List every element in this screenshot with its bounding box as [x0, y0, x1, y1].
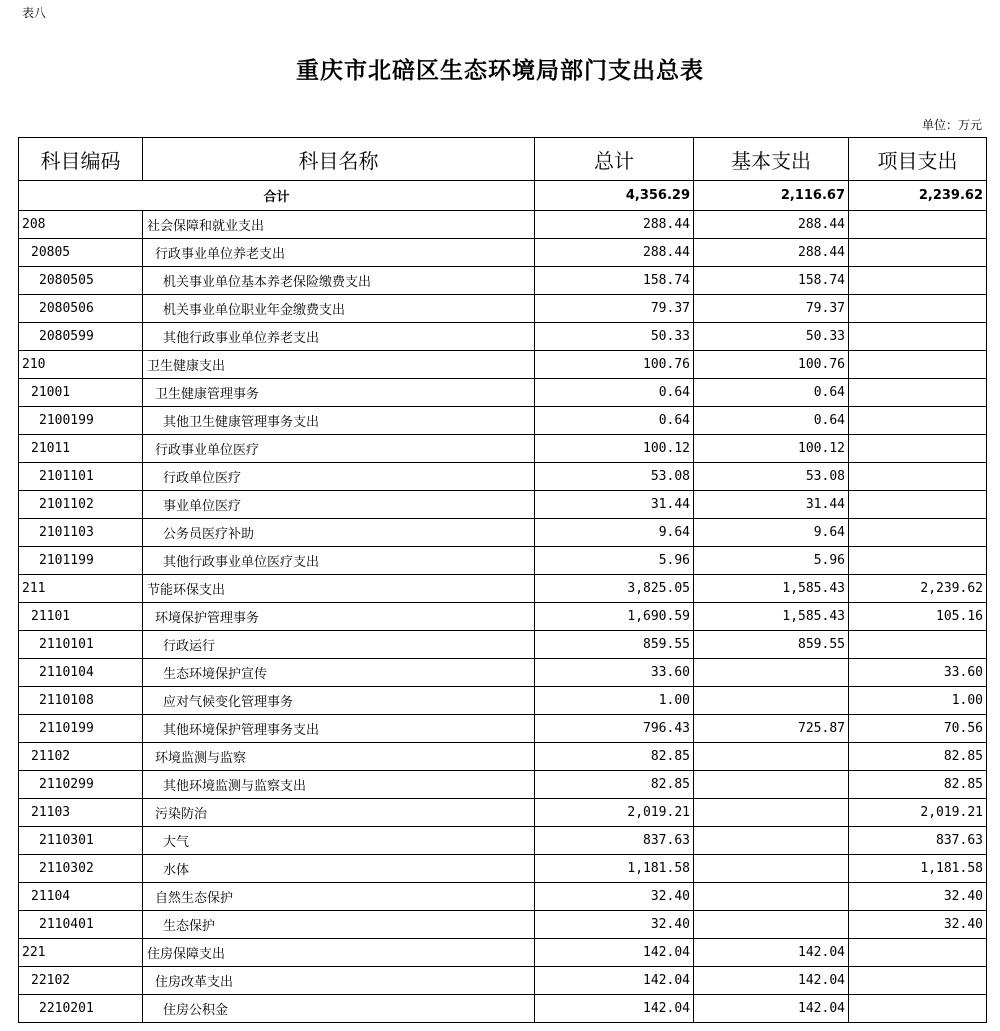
- basic-cell: [694, 687, 849, 715]
- code-cell: 2080505: [19, 267, 143, 295]
- total-cell: 837.63: [535, 827, 694, 855]
- total-cell: 82.85: [535, 771, 694, 799]
- code-cell: 2100199: [19, 407, 143, 435]
- basic-cell: 142.04: [694, 967, 849, 995]
- unit-label: 单位：万元: [921, 118, 982, 132]
- name-cell: 其他环境保护管理事务支出: [143, 715, 535, 743]
- basic-cell: 100.76: [694, 351, 849, 379]
- name-cell: 行政单位医疗: [143, 463, 535, 491]
- code-cell: 2101101: [19, 463, 143, 491]
- code-cell: 2110302: [19, 855, 143, 883]
- basic-cell: [694, 855, 849, 883]
- total-cell: 9.64: [535, 519, 694, 547]
- name-cell: 应对气候变化管理事务: [143, 687, 535, 715]
- code-cell: 2110108: [19, 687, 143, 715]
- table-row: [19, 351, 987, 379]
- code-cell: 2101103: [19, 519, 143, 547]
- basic-cell: [694, 743, 849, 771]
- table-row: [19, 883, 987, 911]
- project-cell: [849, 211, 987, 239]
- table-row: [19, 771, 987, 799]
- table-row: [19, 827, 987, 855]
- total-cell: 100.76: [535, 351, 694, 379]
- code-cell: 2110299: [19, 771, 143, 799]
- project-cell: 837.63: [849, 827, 987, 855]
- table-row: [19, 603, 987, 631]
- basic-cell: 9.64: [694, 519, 849, 547]
- name-cell: 其他环境监测与监察支出: [143, 771, 535, 799]
- basic-cell: [694, 659, 849, 687]
- code-cell: 221: [19, 939, 143, 967]
- name-cell: 住房改革支出: [143, 967, 535, 995]
- code-cell: 21001: [19, 379, 143, 407]
- project-cell: [849, 519, 987, 547]
- code-cell: 22102: [19, 967, 143, 995]
- total-cell: 2,019.21: [535, 799, 694, 827]
- basic-cell: 142.04: [694, 995, 849, 1023]
- project-cell: [849, 295, 987, 323]
- project-cell: [849, 407, 987, 435]
- name-cell: 其他行政事业单位医疗支出: [143, 547, 535, 575]
- header-name: 科目名称: [143, 138, 535, 181]
- code-cell: 211: [19, 575, 143, 603]
- project-cell: 32.40: [849, 883, 987, 911]
- basic-cell: 859.55: [694, 631, 849, 659]
- name-cell: 其他卫生健康管理事务支出: [143, 407, 535, 435]
- name-cell: 环境保护管理事务: [143, 603, 535, 631]
- table-row: [19, 575, 987, 603]
- table-row: [19, 799, 987, 827]
- basic-cell: [694, 827, 849, 855]
- total-cell: 142.04: [535, 939, 694, 967]
- name-cell: 节能环保支出: [143, 575, 535, 603]
- total-cell: 5.96: [535, 547, 694, 575]
- total-cell: 3,825.05: [535, 575, 694, 603]
- name-cell: 事业单位医疗: [143, 491, 535, 519]
- code-cell: 2210201: [19, 995, 143, 1023]
- table-row: [19, 295, 987, 323]
- code-cell: 2110104: [19, 659, 143, 687]
- table-row: [19, 687, 987, 715]
- name-cell: 行政事业单位医疗: [143, 435, 535, 463]
- name-cell: 其他行政事业单位养老支出: [143, 323, 535, 351]
- name-cell: 生态保护: [143, 911, 535, 939]
- header-code: 科目编码: [19, 138, 143, 181]
- table-body: [19, 181, 987, 1023]
- code-cell: 2101102: [19, 491, 143, 519]
- total-cell: 288.44: [535, 239, 694, 267]
- total-cell: 0.64: [535, 379, 694, 407]
- total-basic: 2,116.67: [694, 181, 849, 211]
- total-cell: 142.04: [535, 967, 694, 995]
- header-total: 总计: [535, 138, 694, 181]
- project-cell: [849, 939, 987, 967]
- project-cell: [849, 267, 987, 295]
- project-cell: 2,019.21: [849, 799, 987, 827]
- basic-cell: [694, 799, 849, 827]
- project-cell: [849, 239, 987, 267]
- total-cell: 158.74: [535, 267, 694, 295]
- table-row: [19, 407, 987, 435]
- name-cell: 卫生健康管理事务: [143, 379, 535, 407]
- project-cell: 82.85: [849, 771, 987, 799]
- code-cell: 2110101: [19, 631, 143, 659]
- code-cell: 210: [19, 351, 143, 379]
- header-row: [19, 138, 987, 181]
- code-cell: 21104: [19, 883, 143, 911]
- header-project: 项目支出: [849, 138, 987, 181]
- name-cell: 公务员医疗补助: [143, 519, 535, 547]
- basic-cell: 5.96: [694, 547, 849, 575]
- table-row: [19, 855, 987, 883]
- name-cell: 住房公积金: [143, 995, 535, 1023]
- table-row: [19, 715, 987, 743]
- total-cell: 50.33: [535, 323, 694, 351]
- basic-cell: 100.12: [694, 435, 849, 463]
- name-cell: 住房保障支出: [143, 939, 535, 967]
- total-row: [19, 181, 987, 211]
- table-row: [19, 547, 987, 575]
- basic-cell: [694, 911, 849, 939]
- code-cell: 21011: [19, 435, 143, 463]
- project-cell: 105.16: [849, 603, 987, 631]
- basic-cell: 1,585.43: [694, 603, 849, 631]
- name-cell: 自然生态保护: [143, 883, 535, 911]
- project-cell: [849, 631, 987, 659]
- table-row: [19, 995, 987, 1023]
- basic-cell: 0.64: [694, 379, 849, 407]
- code-cell: 21103: [19, 799, 143, 827]
- name-cell: 行政事业单位养老支出: [143, 239, 535, 267]
- project-cell: [849, 967, 987, 995]
- table-row: [19, 211, 987, 239]
- table-row: [19, 379, 987, 407]
- basic-cell: 79.37: [694, 295, 849, 323]
- basic-cell: [694, 883, 849, 911]
- basic-cell: 1,585.43: [694, 575, 849, 603]
- table-row: [19, 463, 987, 491]
- table-row: [19, 911, 987, 939]
- name-cell: 机关事业单位职业年金缴费支出: [143, 295, 535, 323]
- name-cell: 大气: [143, 827, 535, 855]
- total-cell: 1,690.59: [535, 603, 694, 631]
- total-sum: 4,356.29: [535, 181, 694, 211]
- project-cell: [849, 491, 987, 519]
- total-cell: 142.04: [535, 995, 694, 1023]
- basic-cell: 725.87: [694, 715, 849, 743]
- project-cell: [849, 379, 987, 407]
- name-cell: 水体: [143, 855, 535, 883]
- project-cell: 2,239.62: [849, 575, 987, 603]
- project-cell: 1.00: [849, 687, 987, 715]
- total-cell: 53.08: [535, 463, 694, 491]
- basic-cell: 50.33: [694, 323, 849, 351]
- code-cell: 2110301: [19, 827, 143, 855]
- basic-cell: 288.44: [694, 211, 849, 239]
- basic-cell: 53.08: [694, 463, 849, 491]
- total-cell: 79.37: [535, 295, 694, 323]
- table-row: [19, 967, 987, 995]
- project-cell: [849, 463, 987, 491]
- table-row: [19, 267, 987, 295]
- name-cell: 社会保障和就业支出: [143, 211, 535, 239]
- total-project: 2,239.62: [849, 181, 987, 211]
- table-row: [19, 435, 987, 463]
- total-cell: 288.44: [535, 211, 694, 239]
- basic-cell: 288.44: [694, 239, 849, 267]
- code-cell: 20805: [19, 239, 143, 267]
- code-cell: 2110199: [19, 715, 143, 743]
- table-row: [19, 939, 987, 967]
- page-title: 重庆市北碚区生态环境局部门支出总表: [296, 57, 704, 84]
- project-cell: 33.60: [849, 659, 987, 687]
- name-cell: 机关事业单位基本养老保险缴费支出: [143, 267, 535, 295]
- project-cell: 70.56: [849, 715, 987, 743]
- total-label: 合计: [19, 181, 535, 211]
- table-number: 表八: [22, 6, 47, 20]
- project-cell: [849, 547, 987, 575]
- code-cell: 21101: [19, 603, 143, 631]
- name-cell: 卫生健康支出: [143, 351, 535, 379]
- total-cell: 31.44: [535, 491, 694, 519]
- table-row: [19, 491, 987, 519]
- table-row: [19, 659, 987, 687]
- total-cell: 32.40: [535, 911, 694, 939]
- expenditure-table: [18, 137, 987, 1023]
- code-cell: 21102: [19, 743, 143, 771]
- table-row: [19, 519, 987, 547]
- total-cell: 82.85: [535, 743, 694, 771]
- code-cell: 2110401: [19, 911, 143, 939]
- total-cell: 100.12: [535, 435, 694, 463]
- table-row: [19, 323, 987, 351]
- code-cell: 208: [19, 211, 143, 239]
- basic-cell: [694, 771, 849, 799]
- total-cell: 32.40: [535, 883, 694, 911]
- table-row: [19, 239, 987, 267]
- project-cell: [849, 351, 987, 379]
- table-row: [19, 631, 987, 659]
- name-cell: 污染防治: [143, 799, 535, 827]
- project-cell: 1,181.58: [849, 855, 987, 883]
- total-cell: 0.64: [535, 407, 694, 435]
- total-cell: 1.00: [535, 687, 694, 715]
- table-row: [19, 743, 987, 771]
- basic-cell: 31.44: [694, 491, 849, 519]
- header-basic: 基本支出: [694, 138, 849, 181]
- total-cell: 859.55: [535, 631, 694, 659]
- project-cell: [849, 323, 987, 351]
- total-cell: 796.43: [535, 715, 694, 743]
- project-cell: [849, 435, 987, 463]
- basic-cell: 158.74: [694, 267, 849, 295]
- project-cell: 32.40: [849, 911, 987, 939]
- basic-cell: 142.04: [694, 939, 849, 967]
- basic-cell: 0.64: [694, 407, 849, 435]
- code-cell: 2080506: [19, 295, 143, 323]
- code-cell: 2080599: [19, 323, 143, 351]
- code-cell: 2101199: [19, 547, 143, 575]
- total-cell: 1,181.58: [535, 855, 694, 883]
- name-cell: 生态环境保护宣传: [143, 659, 535, 687]
- project-cell: 82.85: [849, 743, 987, 771]
- name-cell: 环境监测与监察: [143, 743, 535, 771]
- name-cell: 行政运行: [143, 631, 535, 659]
- total-cell: 33.60: [535, 659, 694, 687]
- project-cell: [849, 995, 987, 1023]
